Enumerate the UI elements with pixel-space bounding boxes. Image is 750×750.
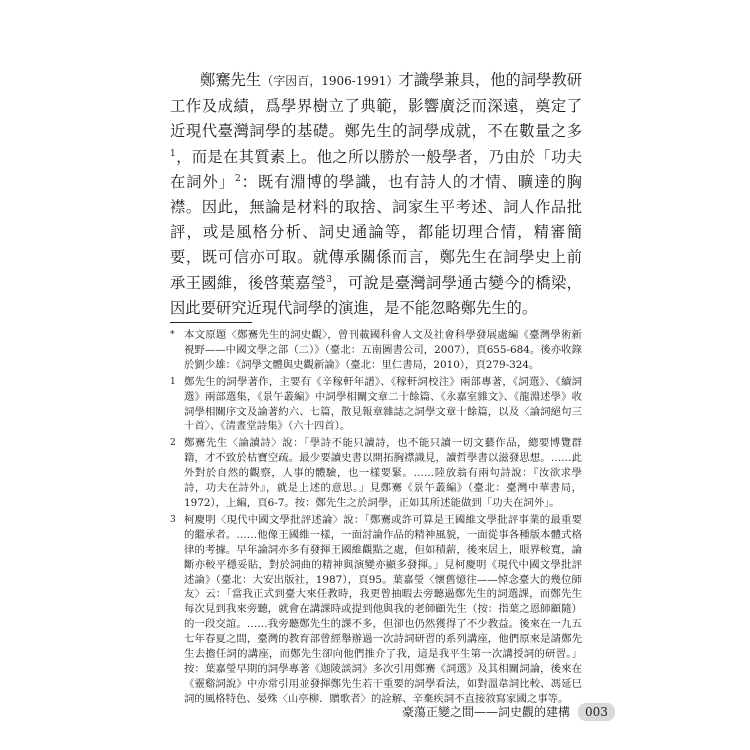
paragraph-text-4: ，可說是臺灣詞學通古變今的橋梁，因此要研究近現代詞學的演進，是不能忽略鄭先生的。 — [170, 273, 582, 317]
footnote-ref-1[interactable]: 1 — [170, 148, 176, 159]
footnote-item — [170, 436, 582, 511]
footnote-text: 鄭先生的詞學著作，主要有《辛稼軒年譜》、《稼軒詞校注》兩部專著，《詞選》、《續詞選》兩部選集，《景午叢編》中詞學相關文章二十餘篇、《永嘉室雜文》、《龍淵述學》收詞學相關序文及論著約六、七篇，散見報章雜誌之詞學文章十餘篇，以及〈論詞絕句三十首〉、《清晝堂詩集》（六十四首）。 — [184, 375, 582, 433]
paragraph-text-2: ，而是在其質素上。他之所以勝於一般學者，乃由於「功夫在詞外」 — [170, 147, 582, 191]
footnote-divider — [170, 322, 252, 323]
footnote-text: 鄭騫先生〈論讀詩〉說：「學詩不能只讀詩，也不能只讀一切文藝作品，總要博覽群籍，才不致於枯寶空疏。最少要讀史書以開拓胸襟識見，讀哲學書以滋發思想。……此外對於自然的觀察，人事的體驗，也一樣要緊。……陸放翁有兩句詩說：『汝欲求學詩，功夫在詩外』，就是上述的意思。」見鄭騫《景午叢編》（臺北：臺灣中華書局，1972），上編，頁6-7。按：鄭先生之於詞學，正如其所述能做到「功夫在詞外」。 — [184, 437, 582, 509]
page-footer — [402, 703, 615, 721]
running-title: 豪蕩正變之間——詞史觀的建構 — [402, 705, 571, 719]
footnote-ref-3[interactable]: 3 — [326, 274, 332, 285]
footnote-ref-2[interactable]: 2 — [235, 173, 241, 184]
footnote-mark: 1 — [170, 376, 176, 387]
paragraph-text-1: 才識學兼具，他的詞學教研工作及成績，爲學界樹立了典範，影響廣泛而深遠，奠定了近現代臺灣詞學的基礎。鄭先生的詞學成就，不在數量之多 — [170, 71, 582, 141]
footnote-mark: 2 — [170, 438, 176, 449]
footnote-text: 柯慶明〈現代中國文學批評述論〉說：「鄭騫或許可算是王國維文學批評事業的最重要的繼承者。……他像王國維一樣，一面討論作品的精神風貌，一面從事各種版本體式格律的考據。早年論詞亦多有發揮王國維觀點之處，但如積薪，後來居上，眼界較寬，論斷亦較平穩妥貼，對於詞曲的精神與演變亦顯多發揮。」見柯慶明《現代中國文學批評述論》（臺北：大安出版社，1987），頁95。葉嘉瑩〈懷舊憶往——悼念臺大的幾位師友〉云：「當我正式到臺大來任教時，我更曾抽暇去旁聽過鄭先生的詞選課，而鄭先生每次見到我來旁聽，就會在講課時或提到他與我的老師顧先生（按：指葉之恩師顧隨）的一段交誼。……我旁聽鄭先生的課不多，但卻也仍然獲得了不少教益。後來在一九五七年春夏之間，臺灣的教育部曾經舉辦過一次詩詞研習的系列講座，他們原來是請鄭先生去擔任詞的講座，而鄭先生卻向他們推介了我，這是我平生第一次講授詞的研習。」按：葉嘉瑩早期的詞學專著《迦陵談詞》多次引用鄭騫《詞選》及其相關詞論，後來在《靈谿詞說》中亦常引用並發揮鄭先生若干重要的詞學看法，如對溫韋詞比較、馮延巳詞的風格特色、晏殊〈山亭柳．贈歌者〉的詮解、辛棄疾詞不直接敘寫家國之事等。 — [184, 513, 582, 705]
footnote-item — [170, 513, 582, 707]
footnote-item — [170, 328, 582, 373]
footnote-mark: * — [170, 330, 175, 340]
footnote-text: 本文原題〈鄭騫先生的詞史觀〉，曾刊載國科會人文及社會科學發展處編《臺灣學術新視野——中國文學之部（二）》（臺北：五南圖書公司，2007），頁655-684。後亦收錄於劉少雄：《詞學文體與史觀新論》（臺北：里仁書局，2010），頁279-324。 — [184, 329, 582, 371]
lead-parenthetical: （字因百，1906-1991） — [261, 74, 399, 88]
page-number: 003 — [578, 703, 615, 721]
footnote-item — [170, 375, 582, 435]
lead-name: 鄭騫先生 — [200, 71, 262, 89]
footnote-mark: 3 — [170, 514, 176, 525]
paragraph-text-3: ：既有淵博的學識，也有詩人的才情、曠達的胸襟。因此，無論是材料的取捨、詞家生平考述、詞人作品批評，或是風格分析、詞史通論等，都能切理合情，精審簡要，既可信亦可取。就傳承關係而言，鄭先生在詞學史上前承王國維，後啓葉嘉瑩 — [170, 172, 582, 292]
footnotes — [170, 328, 582, 709]
main-paragraph — [170, 68, 582, 321]
